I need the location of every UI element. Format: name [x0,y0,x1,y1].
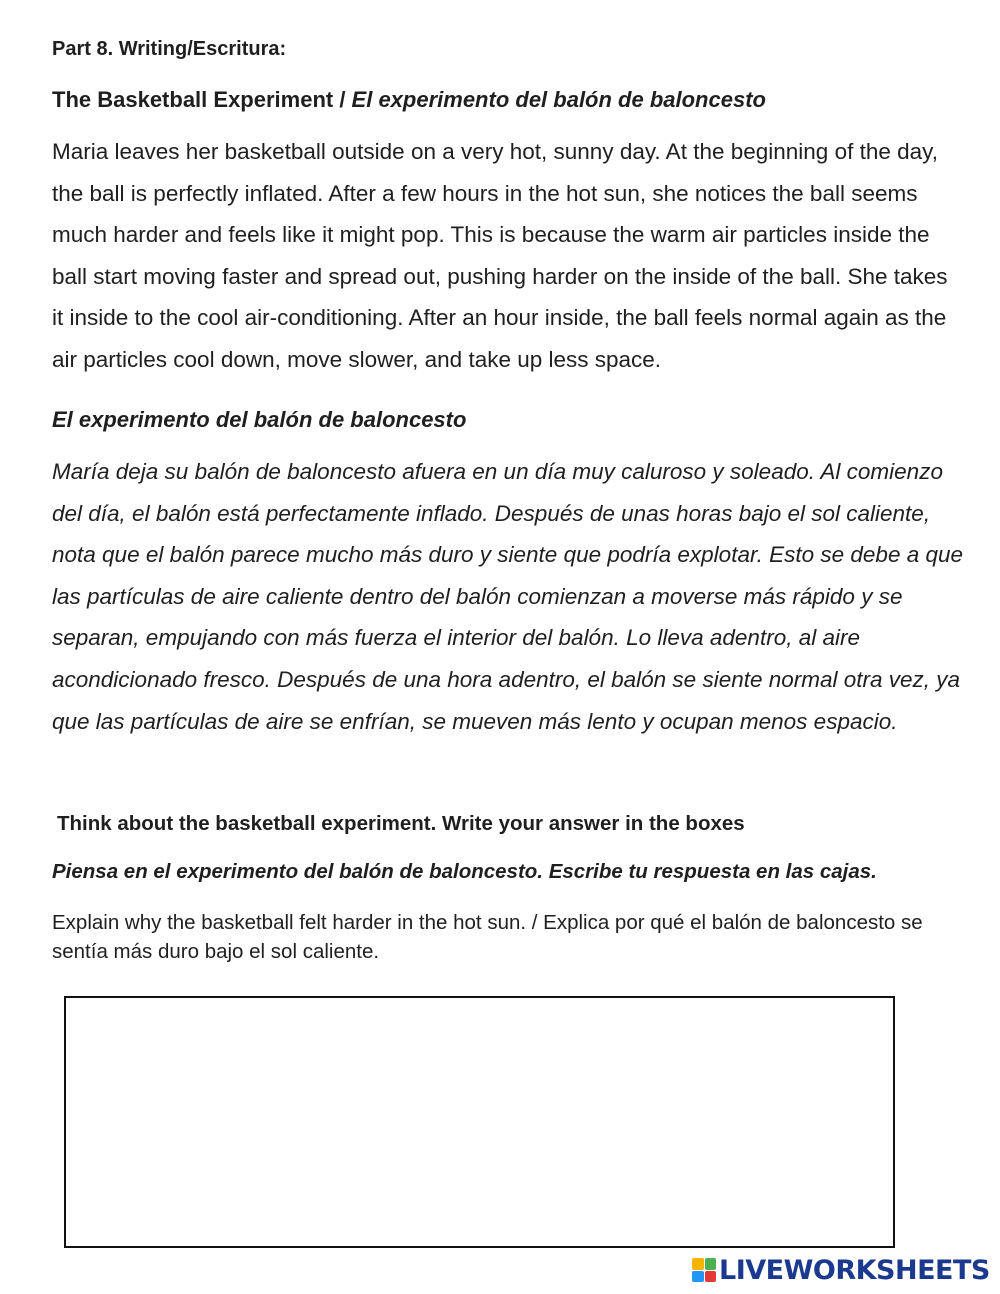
story-title-es: El experimento del balón de baloncesto [351,87,766,112]
logo-square-1 [692,1258,704,1270]
answer-input[interactable] [66,998,893,1246]
logo-text: LIVEWORKSHEETS [719,1254,990,1286]
answer-box[interactable] [64,996,895,1248]
logo-square-3 [692,1271,704,1283]
story-title-spanish: El experimento del balón de baloncesto [52,407,467,432]
instructions-english: Think about the basketball experiment. Write your answer in the boxes [57,812,745,835]
part-heading: Part 8. Writing/Escritura: [52,38,287,60]
story-text-spanish: María deja su balón de baloncesto afuera en un día muy caluroso y soleado. Al comienzo del día, el balón está perfectamente inflado. Después de unas horas bajo el sol caliente, nota que el balón parece mucho más duro y siente que podría explotar. Esto se debe a que las partículas de aire caliente dentro del balón comienzan a moverse más rápido y se separan, empujando con más fuerza el interior del balón. Lo lleva adentro, al aire acondicionado fresco. Después de una hora adentro, el balón se siente normal otra vez, ya que las partículas de aire se enfrían, se mueven más lento y ocupan menos espacio. [52,459,964,734]
logo-square-2 [705,1258,717,1270]
instructions-spanish: Piensa en el experimento del balón de baloncesto. Escribe tu respuesta en las cajas. [52,860,877,883]
story-text-english: Maria leaves her basketball outside on a very hot, sunny day. At the beginning of the day, the ball is perfectly inflated. After a few hours in the hot sun, she notices the ball seems much harder and feels like it might pop. This is because the warm air particles inside the ball start moving faster and spread out, pushing harder on the inside of the ball. She takes it inside to the cool air-conditioning. After an hour inside, the ball feels normal again as the air particles cool down, move slower, and take up less space. [52,139,948,372]
liveworksheets-logo-icon [692,1258,716,1282]
story-title-en: The Basketball Experiment / [52,87,352,112]
story-title [52,87,766,113]
logo-square-4 [705,1271,717,1283]
liveworksheets-logo [692,1255,990,1285]
question-prompt: Explain why the basketball felt harder in the hot sun. / Explica por qué el balón de baloncesto se sentía más duro bajo el sol caliente. [52,911,923,963]
